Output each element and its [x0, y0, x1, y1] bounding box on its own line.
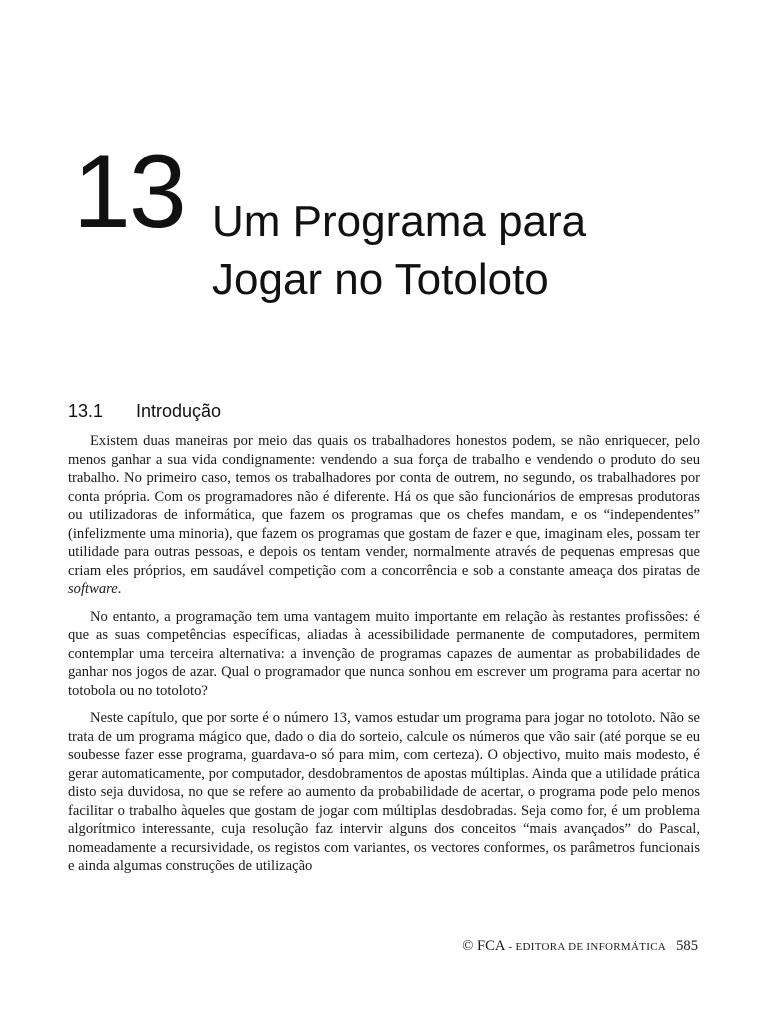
chapter-title-line-2: Jogar no Totoloto: [212, 255, 549, 304]
body-text: [68, 432, 700, 885]
section-number: 13.1: [68, 401, 104, 421]
paragraph-2: No entanto, a programação tem uma vantagem muito importante em relação às restantes profissões: é que as suas competências específicas, aliadas à acessibilidade permanente de computadores, permitem contemplar uma terceira alternativa: a invenção de programas capazes de aumentar as probabilidades de ganhar nos jogos de azar. Qual o programador que nunca sonhou em escrever um programa para acertar no totobola ou no totoloto?: [68, 608, 700, 699]
paragraph-1-text: Existem duas maneiras por meio das quais os trabalhadores honestos podem, se não enriquecer, pelo menos ganhar a sua vida condignamente: vendendo a sua força de trabalho e vendendo o produto do seu trabalho. No primeiro caso, temos os trabalhadores por conta de outrem, no segundo, os trabalhadores por conta própria. Com os programadores não é diferente. Há os que são funcionários de empresas produtoras ou utilizadoras de informática, que fazem os programas que os chefes mandam, e os “independentes” (infelizmente uma minoria), que fazem os programas que gostam de fazer e que, imaginam eles, possam ter utilidade para outras pessoas, e depois os tentam vender, normalmente através de pequenas empresas que criam eles próprios, em saudável competição com a concorrência e sob a constante ameaça dos piratas de: [68, 433, 700, 579]
page-footer: [462, 936, 698, 957]
page-number: 585: [676, 938, 698, 954]
paragraph-1-end: .: [117, 581, 122, 597]
copyright-notice: © FCA: [462, 938, 506, 954]
chapter-number: 13: [73, 134, 185, 250]
paragraph-1-italic-word: software: [68, 581, 118, 597]
publisher-name: - EDITORA DE INFORMÁTICA: [505, 941, 667, 953]
paragraph-1: [68, 432, 700, 599]
section-title: Introdução: [136, 401, 222, 421]
chapter-title: [212, 193, 732, 309]
paragraph-3: Neste capítulo, que por sorte é o número 13, vamos estudar um programa para jogar no totoloto. Não se trata de um programa mágico que, dado o dia do sorteio, calcule os números que vão sair (até porque se eu soubesse fazer esse programa, guardava-o só para mim, com certeza). O objectivo, muito mais modesto, é gerar automaticamente, por computador, desdobramentos de apostas múltiplas. Ainda que a utilidade prática disto seja duvidosa, no que se refere ao aumento da probabilidade de acertar, o programa pode pelo menos facilitar o trabalho àqueles que gostam de jogar com múltiplas desdobradas. Seja como for, é um problema algorítmico interessante, cuja resolução faz intervir alguns dos conceitos “mais avançados” do Pascal, nomeadamente a recursividade, os registos com variantes, os vectores conformes, os parâmetros funcionais e ainda algumas construções de utilização: [68, 710, 701, 874]
chapter-title-line-1: Um Programa para: [212, 197, 587, 246]
section-heading: [68, 400, 221, 422]
